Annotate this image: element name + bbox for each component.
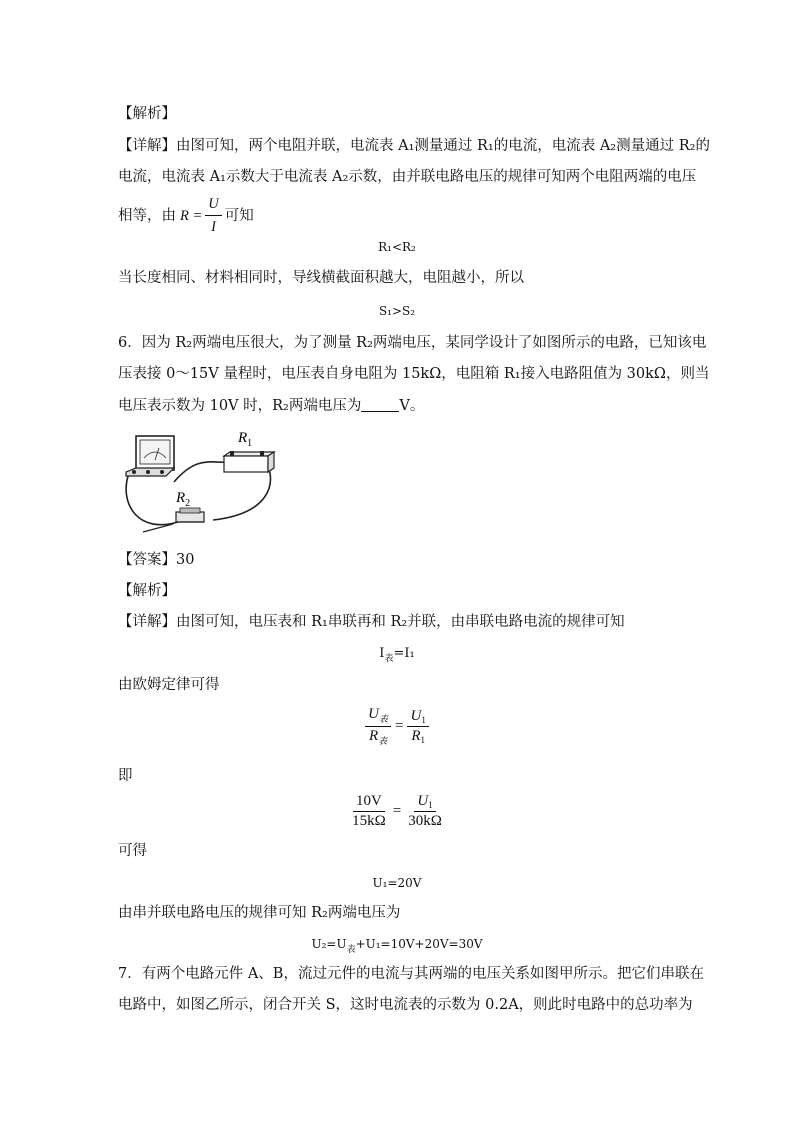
question-6-line-2: 压表接 0～15V 量程时，电压表自身电阻为 15kΩ，电阻箱 R₁接入电路阻值为 30kΩ，则当	[118, 366, 710, 382]
detail-line-2: 电流，电流表 A₁示数大于电流表 A₂示数，由并联电路电压的规律可知两个电阻两端的电压	[118, 169, 697, 185]
analysis-heading-2: 【解析】	[118, 583, 176, 599]
eq-u2-sub: 表	[346, 945, 356, 955]
formula-r: R =	[180, 207, 203, 224]
frac2-den-sub: 1	[420, 735, 425, 745]
frac-u1-30k	[405, 793, 445, 830]
eq-ohm-ratio	[0, 706, 794, 747]
resistor-r2	[176, 508, 204, 522]
frac1-den: R	[368, 728, 379, 744]
eq-current-right: =I₁	[393, 646, 415, 661]
voltmeter	[126, 436, 174, 476]
frac1-num-sub: 表	[379, 714, 389, 724]
frac-u1-r1	[407, 708, 428, 745]
answer-6	[118, 550, 194, 570]
label-r1: $R_1$	[238, 430, 253, 449]
frac3-den: 15kΩ	[352, 813, 386, 829]
question-6-line-1: 6．因为 R₂两端电压很大，为了测量 R₂两端电压，某同学设计了如图所示的电路，已知该电	[118, 335, 707, 351]
equals-sign: =	[395, 718, 404, 734]
result-s1-s2: S₁>S₂	[378, 304, 416, 318]
result-r1-r2: R₁<R₂	[378, 240, 416, 254]
frac2-num: U	[410, 708, 422, 724]
wire-voltmeter-to-r2	[126, 476, 178, 525]
wire-voltmeter-to-r1	[174, 462, 230, 482]
formula-u-over-i	[205, 194, 221, 237]
eq-u2-prefix: U₂=U	[311, 937, 347, 951]
equals-sign-2: =	[392, 803, 402, 819]
frac2-num-sub: 1	[421, 715, 426, 725]
question-7-line-2: 电路中，如图乙所示，闭合开关 S，这时电流表的示数为 0.2A，则此时电路中的总功率为	[118, 997, 693, 1013]
formula-numerator: U	[205, 194, 221, 216]
kede-line: 可得	[118, 843, 147, 859]
frac1-den-sub: 表	[378, 736, 388, 746]
detail-line-1: 【详解】由图可知，两个电阻并联，电流表 A₁测量通过 R₁的电流，电流表 A₂测量通过 R₂的	[118, 138, 710, 154]
eq-current-sub: 表	[384, 654, 394, 664]
ji-line: 即	[118, 768, 133, 784]
answer-blank	[361, 397, 399, 412]
frac2-den: R	[411, 728, 421, 744]
frac1-num: U	[368, 706, 379, 722]
frac3-num: 10V	[353, 793, 385, 812]
answer-label: 【答案】	[118, 552, 176, 568]
frac4-num: U	[417, 793, 429, 809]
eq-current	[0, 646, 794, 664]
question-7-line-1: 7．有两个电路元件 A、B，流过元件的电流与其两端的电压关系如图甲所示。把它们串联在	[118, 966, 704, 982]
detail-line-3-prefix: 相等，由	[118, 207, 176, 224]
frac-u-meter-r-meter	[365, 706, 391, 747]
eq-current-left: I	[379, 646, 385, 661]
detail-line-3	[118, 194, 254, 237]
question-6-line-3-prefix: 电压表示数为 10V 时，R₂两端电压为	[118, 398, 362, 414]
question-6-line-3-suffix: V。	[399, 398, 425, 414]
resistance-box-r1	[224, 451, 274, 472]
question-6-line-3	[118, 396, 424, 416]
eq-u2-suffix: +U₁=10V+20V=30V	[355, 937, 483, 951]
frac4-den: 30kΩ	[408, 813, 442, 829]
frac-10v-15k	[349, 793, 389, 830]
circuit-figure	[118, 424, 293, 540]
eq-substituted	[0, 793, 794, 830]
label-r2: $R_2$	[176, 490, 191, 509]
analysis-heading-1: 【解析】	[118, 106, 176, 122]
detail-line-3-suffix: 可知	[224, 207, 254, 224]
series-parallel-line: 由串并联电路电压的规律可知 R₂两端电压为	[118, 905, 401, 921]
eq-u2	[0, 937, 794, 955]
frac4-num-sub: 1	[428, 800, 433, 810]
answer-value: 30	[176, 552, 195, 568]
answer-6-detail-line: 【详解】由图可知，电压表和 R₁串联再和 R₂并联，由串联电路电流的规律可知	[118, 614, 625, 630]
ohm-law-line: 由欧姆定律可得	[118, 677, 220, 693]
eq-u1: U₁=20V	[372, 876, 422, 890]
formula-denominator: I	[211, 219, 216, 235]
conclusion-line: 当长度相同、材料相同时，导线横截面积越大，电阻越小，所以	[118, 270, 524, 286]
